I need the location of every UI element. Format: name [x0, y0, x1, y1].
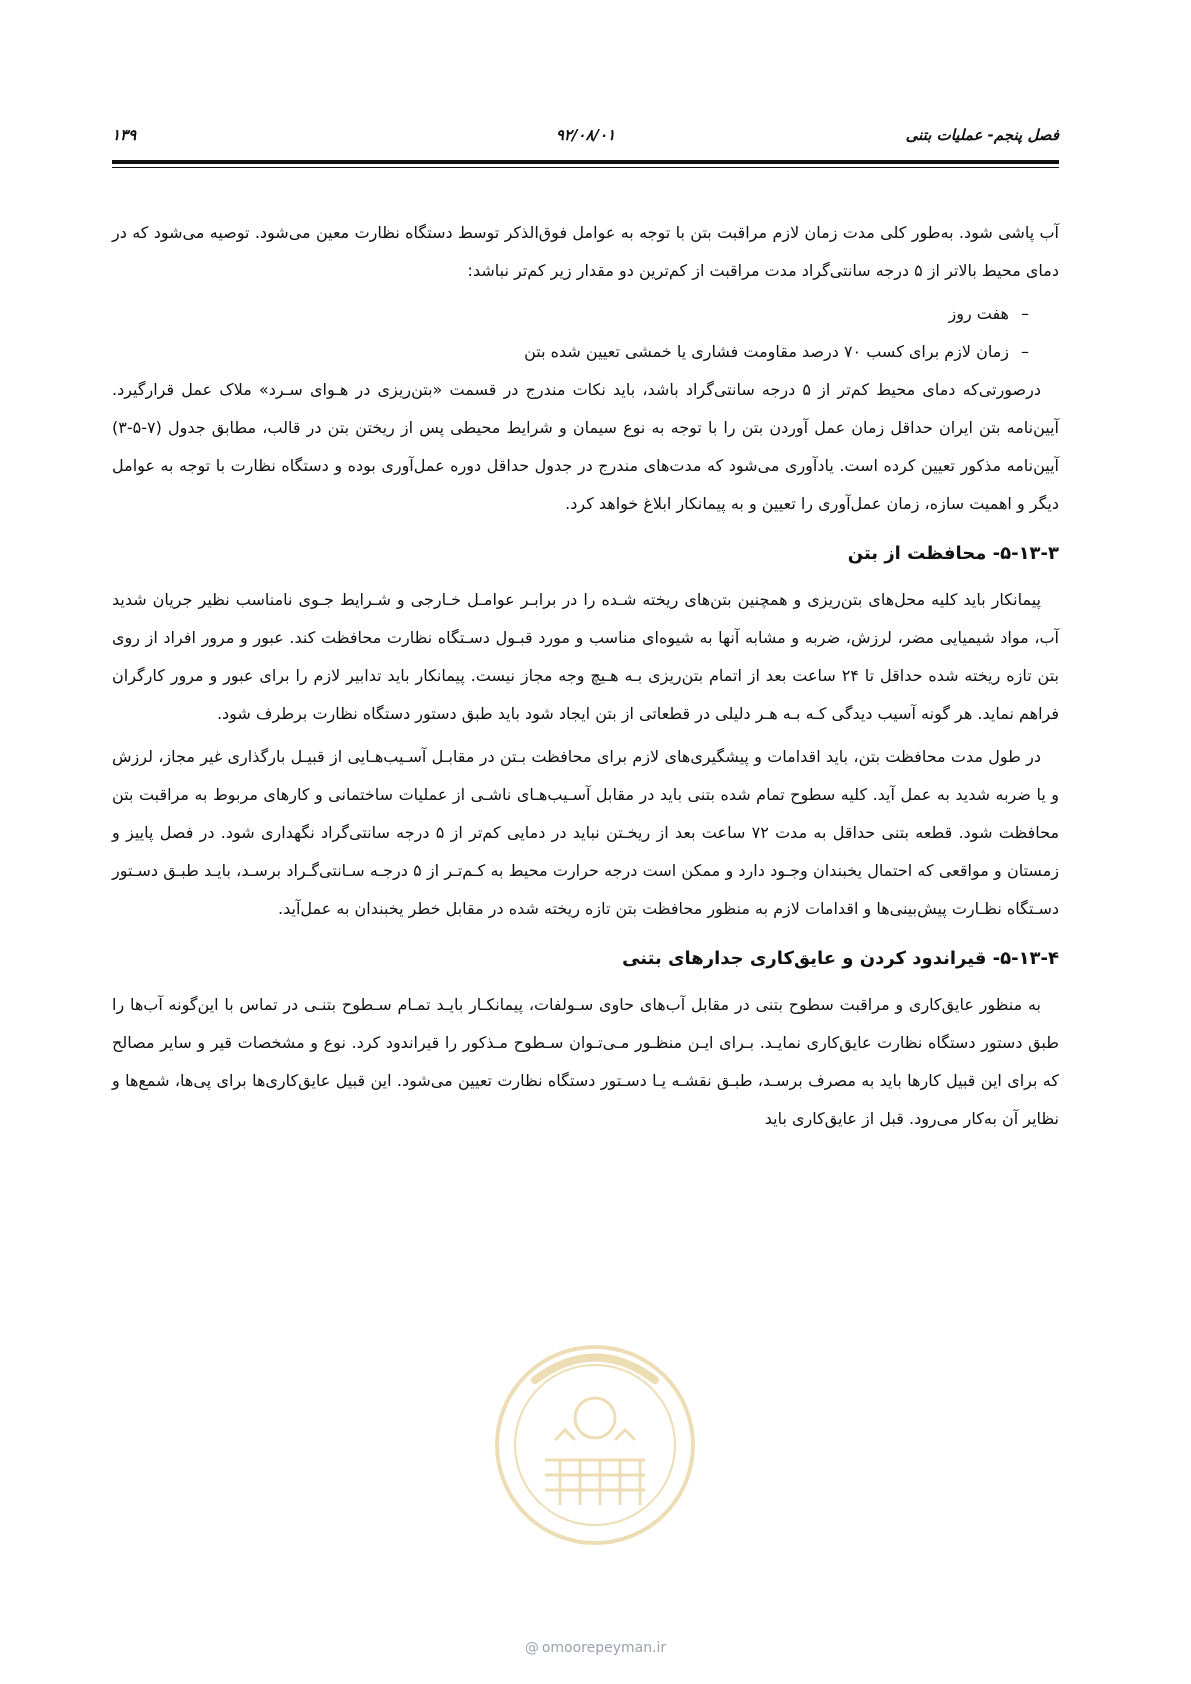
list-item-text: هفت روز	[948, 304, 1009, 323]
footer-website	[0, 1640, 1191, 1656]
paragraph: در طول مدت محافظت بتن، باید اقدامات و پیشگیری‌های لازم برای محافظت بـتن در مقابـل آسـیب‌هـایی از قبیـل بارگذاری غیر مجاز، لرزش و یا ضربه شدید به عمل آید. کلیه سطوح تمام شده بتنی باید در مقابل آسـیب‌هـای ناشـی از عملیات ساختمانی و کارهای مربوط به مراقبت بتن محافظت شود. قطعه بتنی حداقل به مدت ۷۲ ساعت بعد از ریخـتن نباید در دمایی کم‌تر از ۵ درجه سانتی‌گراد نگهداری شود. در فصل پاییز و زمستان و مواقعی که احتمال یخبندان وجـود دارد و ممکن است درجه حرارت محیط به کـم‌تـر از ۵ درجـه سـانتی‌گـراد برسـد، بایـد طبـق دسـتور دسـتگاه نظـارت پیش‌بینی‌ها و اقدامات لازم به منظور محافظت بتن تازه ریخته شده در مقابل خطر یخبندان به عمل‌آید.	[112, 747, 1060, 918]
paragraph: پیمانکار باید کلیه محل‌های بتن‌ریزی و همچنین بتن‌های ریخته شـده را در برابـر عوامـل خـارجی و شـرایط جـوی نامناسب نظیر جریان شدید آب، مواد شیمیایی مضر، لرزش، ضربه و مشابه آنها به شیوه‌ای مناسب و مورد قبـول دسـتگاه نظارت محافظت کند. عبور و مرور افراد از روی بتن تازه ریخته شده حداقل تا ۲۴ ساعت بعد از اتمام بتن‌ریزی بـه هـیچ وجه مجاز نیست. پیمانکار باید تدابیر لازم را برای عبور و مرور کارگران فراهم نماید. هر گونه آسیب دیدگی کـه بـه هـر دلیلی در قطعاتی از بتن ایجاد شود باید طبق دستور دستگاه نظارت برطرف شود.	[112, 590, 1059, 723]
list-bullet: –	[1021, 342, 1029, 361]
list-bullet: –	[1021, 304, 1029, 323]
list-item-text: زمان لازم برای کسب ۷۰ درصد مقاومت فشاری یا خمشی تعیین شده بتن	[524, 342, 1009, 361]
website-at-symbol: @	[524, 1640, 539, 1656]
paragraph: آب پاشی شود. به‌طور کلی مدت زمان لازم مراقبت بتن با توجه به عوامل فوق‌الذکر توسط دستگاه نظارت معین می‌شود. توصیه می‌شود که در دمای محیط بالاتر از ۵ درجه سانتی‌گراد مدت مراقبت از کم‌ترین دو مقدار زیر کم‌تر نباشد:	[112, 223, 1059, 280]
list-item	[112, 333, 1029, 371]
bullet-list	[112, 295, 1059, 371]
header-rule-thin	[112, 167, 1059, 168]
paragraph: درصورتی‌که دمای محیط کم‌تر از ۵ درجه سانتی‌گراد باشد، باید نکات مندرج در قسمت «بتن‌ریزی در هـوای سـرد» ملاک عمل قرارگیرد. آیین‌نامه بتن ایران حداقل زمان عمل آوردن بتن را با توجه به نوع سیمان و شرایط محیطی پس از ریختن بتن در قالب، مطابق جدول (۷-۵-۳) آیین‌نامه مذکور تعیین کرده است. یادآوری می‌شود که مدت‌های مندرج در جدول حداقل دوره عمل‌آوری بوده و دستگاه نظارت با توجه به عوامل دیگر و اهمیت سازه، زمان عمل‌آوری را تعیین و به پیمانکار ابلاغ خواهد کرد.	[112, 380, 1059, 513]
chapter-title: فصل پنجم- عملیات بتنی	[905, 126, 1059, 144]
paragraph: به منظور عایق‌کاری و مراقبت سطوح بتنی در مقابل آب‌های حاوی سـولفات، پیمانکـار بایـد تمـام سـطوح بتنـی در تماس با این‌گونه آب‌ها را طبق دستور دستگاه نظارت عایق‌کاری نمایـد. بـرای ایـن منظـور مـی‌تـوان سـطوح مـذکور را قیراندود کرد. نوع و مشخصات قیر و سایر مصالح که برای این قبیل کارها باید به مصرف برسـد، طبـق نقشـه یـا دسـتور دستگاه نظارت تعیین می‌شود. این قبیل عایق‌کاری‌ها برای پی‌ها، شمع‌ها و نظایر آن به‌کار می‌رود. قبل از عایق‌کاری باید	[112, 995, 1059, 1128]
section-heading: ۵-۱۳-۳- محافظت از بتن	[847, 543, 1059, 564]
list-item	[112, 295, 1029, 333]
seal-watermark-logo	[490, 1340, 700, 1550]
header-date: ۹۲/۰۸/۰۱	[555, 126, 616, 144]
header-rule-thick	[112, 160, 1059, 164]
page-header	[112, 126, 1059, 148]
document-body	[112, 214, 1059, 1143]
section-heading: ۵-۱۳-۴- قیراندود کردن و عایق‌کاری جدارهای بتنی	[622, 948, 1059, 969]
website-url: omoorepeyman.ir	[541, 1640, 667, 1656]
page-number: ۱۳۹	[112, 126, 137, 144]
